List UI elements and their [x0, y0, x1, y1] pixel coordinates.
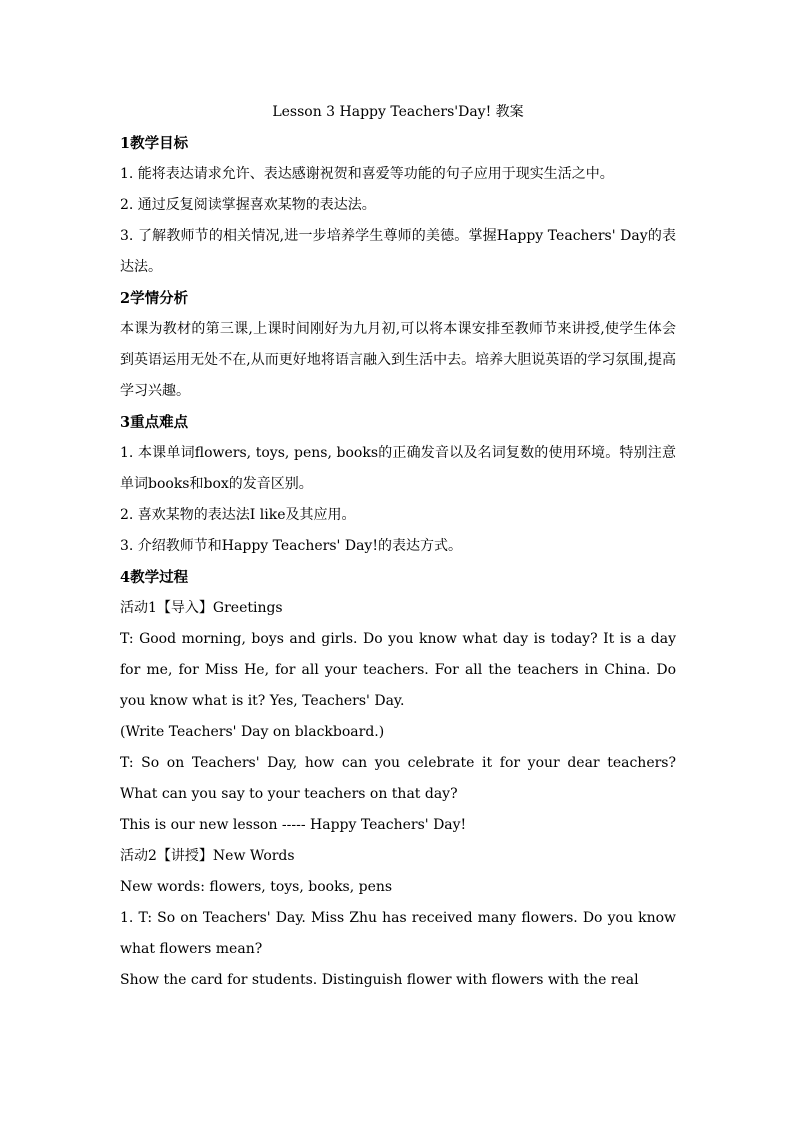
activity-heading: 活动1【导入】Greetings	[120, 600, 283, 616]
section-heading-key-points: 3重点难点	[120, 414, 189, 431]
paragraph: 1. 本课单词flowers, toys, pens, books的正确发音以及名词复数的使用环境。特别注意单词books和box的发音区别。	[120, 445, 676, 492]
document-title: Lesson 3 Happy Teachers'Day! 教案	[272, 104, 524, 120]
paragraph: 3. 介绍教师节和Happy Teachers' Day!的表达方式。	[120, 538, 462, 554]
paragraph: (Write Teachers' Day on blackboard.)	[120, 724, 385, 740]
paragraph: Show the card for students. Distinguish flower with flowers with the real	[120, 972, 639, 988]
paragraph: 1. 能将表达请求允许、表达感谢祝贺和喜爱等功能的句子应用于现实生活之中。	[120, 166, 614, 182]
activity-heading: 活动2【讲授】New Words	[120, 848, 295, 864]
paragraph: 2. 喜欢某物的表达法I like及其应用。	[120, 507, 356, 523]
paragraph: 2. 通过反复阅读掌握喜欢某物的表达法。	[120, 197, 376, 213]
paragraph: 3. 了解教师节的相关情况,进一步培养学生尊师的美德。掌握Happy Teachers' Day的表达法。	[120, 228, 676, 275]
document-content	[120, 98, 676, 996]
paragraph: T: Good morning, boys and girls. Do you know what day is today? It is a day for me, for Miss He, for all your teachers. For all the teachers in China. Do you know what is it? Yes, Teachers' Day.	[120, 631, 676, 709]
section-heading-objectives: 1教学目标	[120, 135, 189, 152]
section-heading-analysis: 2学情分析	[120, 290, 189, 307]
paragraph: T: So on Teachers' Day, how can you celebrate it for your dear teachers? What can you say to your teachers on that day?	[120, 755, 676, 802]
section-heading-process: 4教学过程	[120, 569, 189, 586]
paragraph: New words: flowers, toys, books, pens	[120, 879, 393, 895]
paragraph: 本课为教材的第三课,上课时间刚好为九月初,可以将本课安排至教师节来讲授,使学生体会到英语运用无处不在,从而更好地将语言融入到生活中去。培养大胆说英语的学习氛围,提高学习兴趣。	[120, 321, 676, 399]
paragraph: 1. T: So on Teachers' Day. Miss Zhu has received many flowers. Do you know what flowers mean?	[120, 910, 676, 957]
paragraph: This is our new lesson ----- Happy Teachers' Day!	[120, 817, 467, 833]
